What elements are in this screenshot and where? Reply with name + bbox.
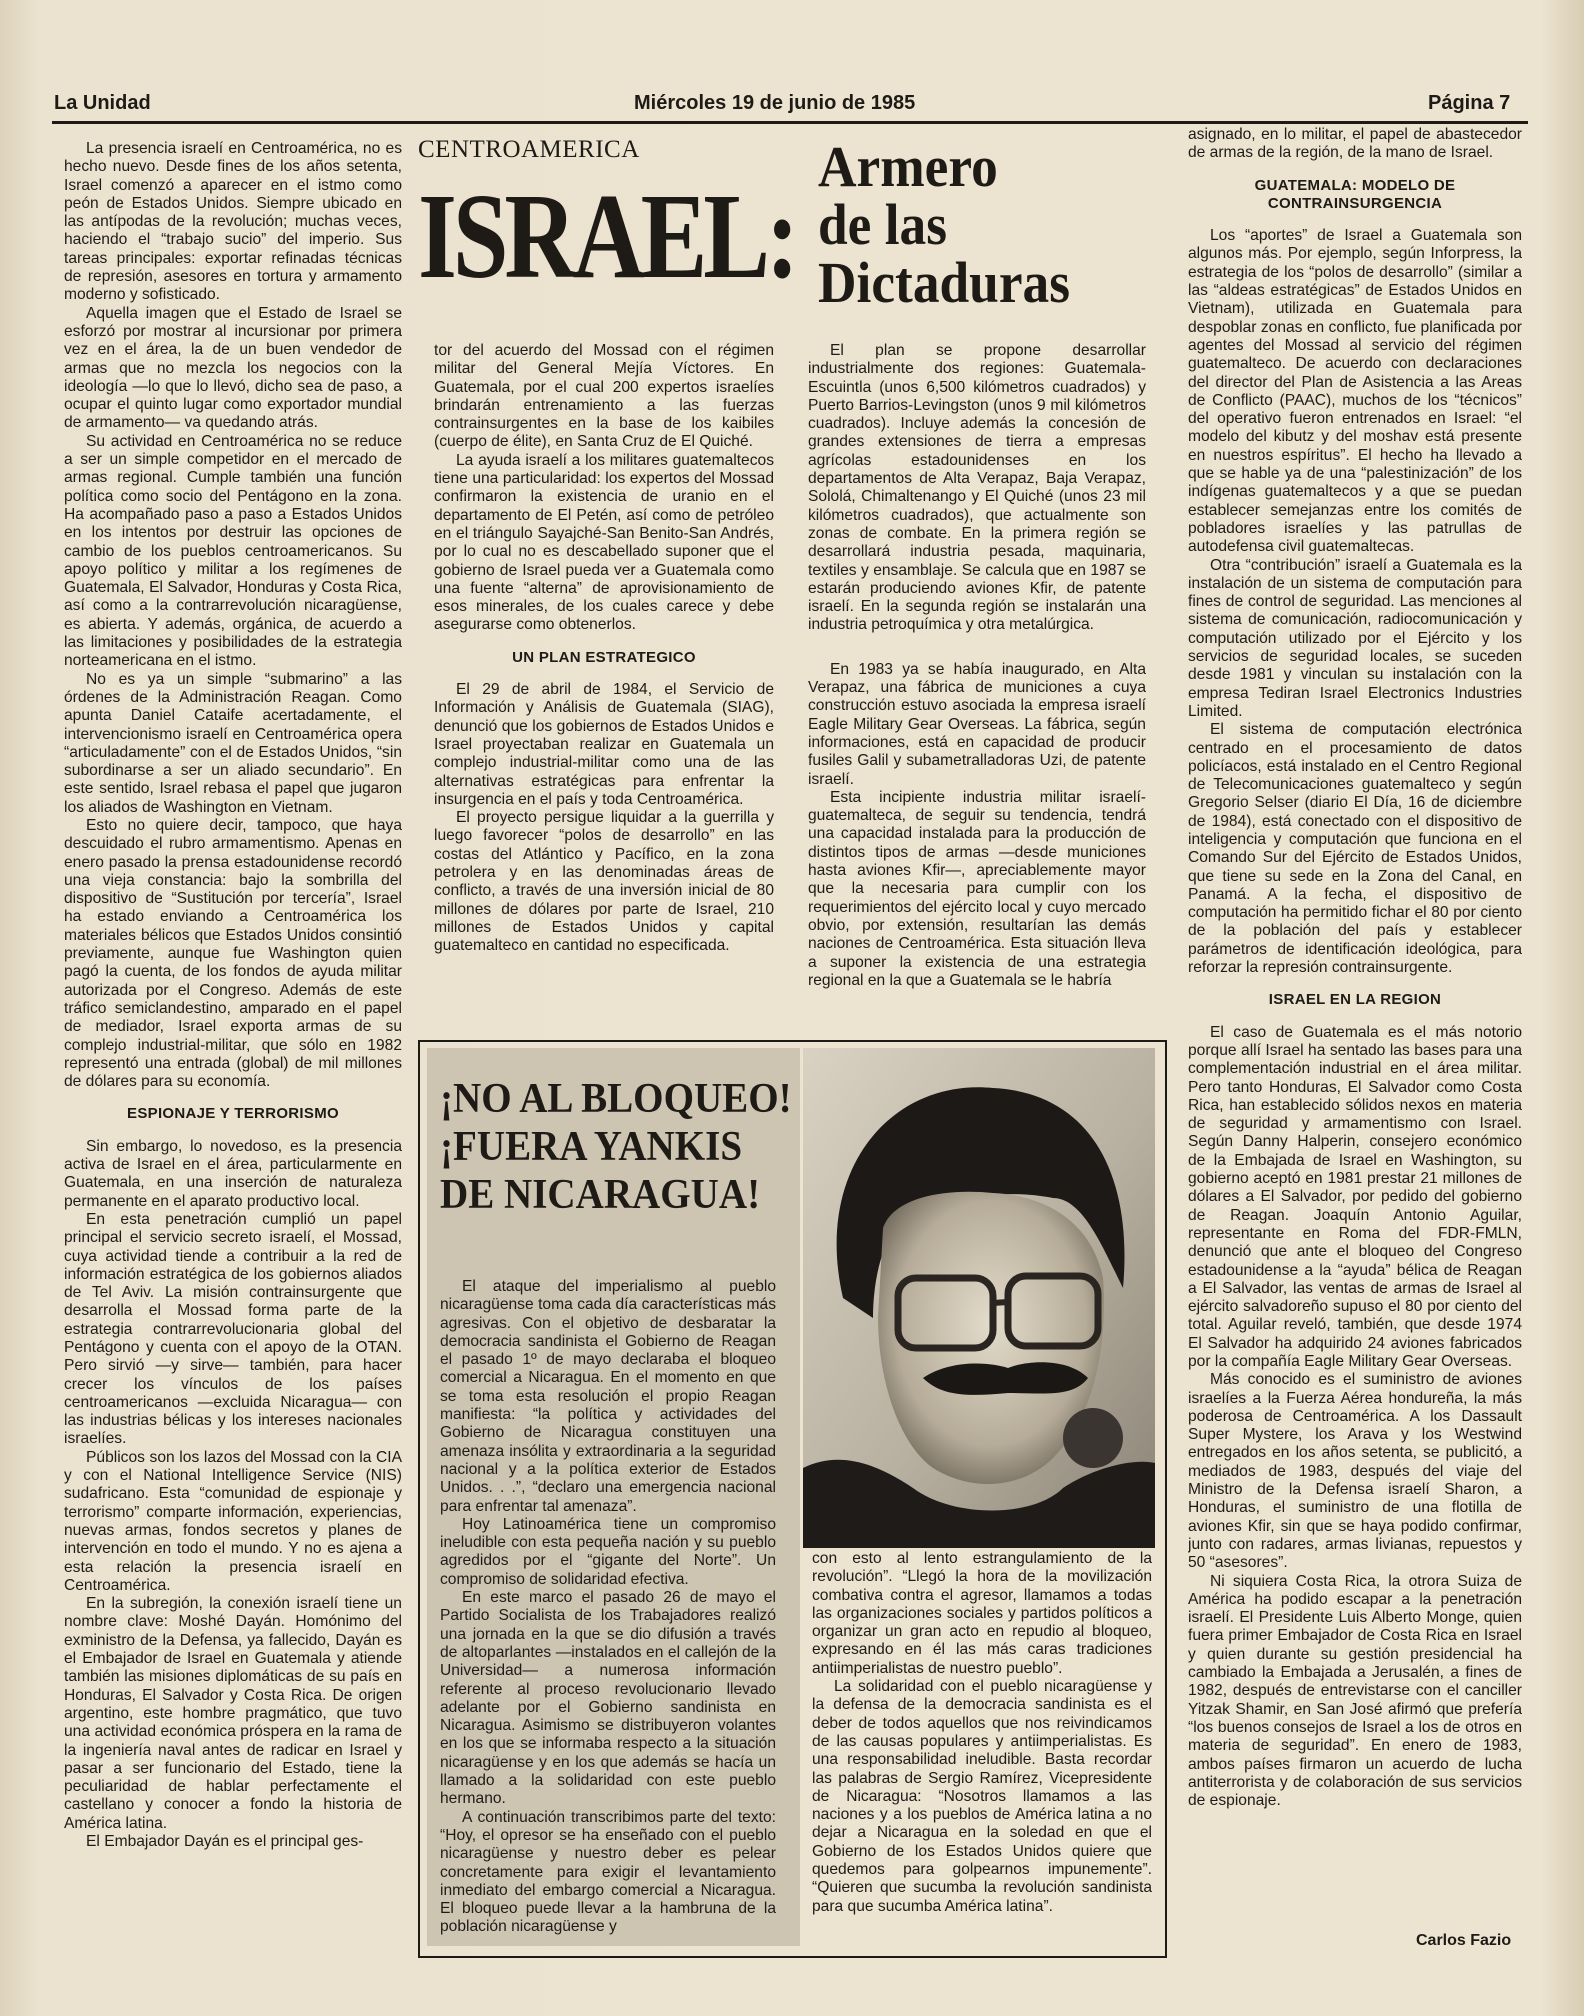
headline-main: ISRAEL:: [418, 169, 796, 304]
paragraph: El ataque del imperialismo al pueblo nicaragüense toma cada día características más agresivas. Con el objetivo de desbaratar la democracia sandinista el Gobierno de Reagan el pasado 1º de mayo declaraba el bloqueo comercial a Nicaragua. En el momento en que se toma esta resolución el propio Reagan manifiesta: “la política y actividades del Gobierno de Nicaragua constituyen una amenaza insólita y extraordinaria a la seguridad nacional y a la política exterior de Estados Unidos. . .”, “declaro una emergencia nacional para enfrentar tal amenaza”.: [440, 1278, 776, 1515]
sidebar-headline: [440, 1075, 792, 1219]
paragraph: El Embajador Dayán es el principal ges-: [86, 1833, 364, 1851]
paragraph: La ayuda israelí a los militares guatemaltecos tiene una particularidad: los expertos del Mossad confirmaron la existencia de uranio en el departamento de El Petén, así como de petróleo en el triángulo Sayajché-San Benito-San Andrés, por lo cual no es descabellado suponer que el gobierno de Israel pueda ver a Guatemala como una fuente “alterna” de aprovisionamiento de esos minerales, de los cuales carece y debe asegurarse como obtenerlos.: [434, 451, 774, 634]
sidebar-column-right: [812, 1550, 1152, 1948]
header-rule: [52, 121, 1528, 124]
paragraph: Sin embargo, lo novedoso, es la presencia activa de Israel en el área, particularmente en Guatemala, en una inserción de naturaleza permanente en el aparato productivo local.: [64, 1137, 402, 1210]
paragraph: En este marco el pasado 26 de mayo el Partido Socialista de los Trabajadores realizó una jornada en la que se dio difusión a través de altoparlantes —instalados en el callejón de la Universidad— a numerosa información referente al proceso revolucionario llevado adelante por el Gobierno sandinista en Nicaragua. Asimismo se distribuyeron volantes en los que se informaba respecto a la situación nicaragüense y en los que además se hacía un llamado a la solidaridad con este pueblo hermano.: [440, 1589, 776, 1808]
paragraph: El 29 de abril de 1984, el Servicio de Información y Análisis de Guatemala (SIAG), denunció que los gobiernos de Estados Unidos e Israel proyectaban realizar en Guatemala un complejo industrial-militar como una de las alternativas estratégicas para enfrentar la insurgencia en el país y toda Centroamérica.: [434, 681, 774, 808]
headline-sub: [818, 134, 1070, 315]
sidebar-headline-line: ¡FUERA YANKIS: [440, 1124, 743, 1170]
byline: Carlos Fazio: [1416, 1932, 1512, 1949]
paragraph: Más conocido es el suministro de aviones israelíes a la Fuerza Aérea hondureña, la más poderosa de Centroamérica. A los Dassault Super Mystere, los Arava y los Westwind entregados en los años setenta, se publicitó, a mediados de 1983, después del viaje del Ministro de la Defensa israelí Sharon, a Honduras, el suministro de una flotilla de aviones Kfir, sin que se haya podido confirmar, junto con radares, armas livianas, repuestos y 50 “asesores”.: [1188, 1371, 1522, 1572]
paragraph: Otra “contribución” israelí a Guatemala es la instalación de un sistema de computación para fines de control de seguridad. Las menciones al sistema de comunicación, radiocomunicación y computación utilizado por el Ejército y los servicios de seguridad locales, se suceden desde 1981 y vinculan su instalación con la empresa Tediran Israel Electronics Industries Limited.: [1188, 556, 1522, 720]
paragraph: El sistema de computación electrónica centrado en el procesamiento de datos policíacos, está instalado en el Centro Regional de Telecomunicaciones guatemalteco y según Gregorio Selser (diario El Día, 16 de diciembre de 1984), está conectado con el dispositivo de inteligencia y computación que funciona en el Comando Sur del Ejército de Estados Unidos, que tiene su sede en la Zona del Canal, en Panamá. A la fecha, el dispositivo de computación ha permitido fichar el 80 por ciento de la población del país y establecer parámetros de identificación ideológica, para reforzar la represión contrainsurgente.: [1188, 721, 1522, 977]
paragraph: En la subregión, la conexión israelí tiene un nombre clave: Moshé Dayán. Homónimo del exministro de la Defensa, ya fallecido, Dayán es el Embajador de Israel en Guatemala y atiende también las misiones diplomáticas de su país en Honduras, El Salvador y Costa Rica. De origen argentino, este hombre pragmático, que tuvo una actividad económica próspera en la rama de la ingeniería naval antes de radicar en Israel y pasar a ser funcionario del Estado, tiene la peculiaridad de hablar perfectamente el castellano y conocer a fondo la historia de América latina.: [64, 1595, 402, 1832]
sidebar-headline-line: DE NICARAGUA!: [440, 1172, 761, 1218]
article-column-2: [434, 342, 774, 1032]
article-column-1: [64, 140, 402, 2000]
paragraph: No es ya un simple “submarino” a las órdenes de la Administración Reagan. Como apunta Daniel Cataife acertadamente, el intervencionismo israelí en Centroamérica opera “articuladamente” con el de Estados Unidos, “sin subordinarse a ser un aliado secundario”. En este sentido, Israel rebasa el papel que jugaron los aliados de Washington en Vietnam.: [64, 670, 402, 816]
paragraph: Públicos son los lazos del Mossad con la CIA y con el National Intelligence Service (NIS) sudafricano. Esta “comunidad de espionaje y terrorismo” comparte información, experiencias, nuevas armas, fondos secretos y planes de intervención en todo el mundo. Y no es ajena a esta relación la presencia israelí en Centroamérica.: [64, 1448, 402, 1594]
paragraph: Esto no quiere decir, tampoco, que haya descuidado el rubro armamentismo. Apenas en enero pasado la prensa estadounidense recordó una vieja constancia: bajo la sombrilla del dispositivo de “Sustitución por tercería”, Israel ha estado enviando a Centroamérica los materiales bélicos que Estados Unidos consintió previamente, aunque fue Washington quien pagó la cuenta, de los fondos de ayuda militar autorizada por el Congreso. Además de este tráfico semiclandestino, amparado en el papel de mediador, Israel exporta armas de su complejo industrial-militar, que sólo en 1982 representó una entrada (global) de mil millones de dólares para su economía.: [64, 816, 402, 1091]
paragraph: Esta incipiente industria militar israelí-guatemalteca, de seguir su tendencia, tendrá una capacidad instalada para la producción de distintos tipos de armas —desde municiones hasta aviones Kfir—, apreciablemente mayor que la necesaria para cumplir con los requerimientos del ejército local y cuyo mercado obvio, por extensión, resultarían las demás naciones de Centroamérica. Esta situación lleva a suponer la existencia de una estrategia regional en la que a Guatemala se le habría: [808, 788, 1146, 989]
paragraph: La solidaridad con el pueblo nicaragüense y la defensa de la democracia sandinista es el deber de todos aquellos que nos reivindicamos de las causas populares y antiimperialistas. Es una responsabilidad ineludible. Basta recordar las palabras de Sergio Ramírez, Vicepresidente de Nicaragua: “Nosotros llamamos a las naciones y a los pueblos de América latina a no dejar a Nicaragua en la soledad en que el Gobierno de los Estados Unidos quiere que quedemos para golpearnos impunemente”. “Quieren que sucumba la revolución sandinista para que sucumba América latina”.: [812, 1678, 1152, 1915]
masthead-page-number: Página 7: [1428, 92, 1511, 114]
headline-sub-line: de las: [818, 192, 947, 257]
headline-sub-line: Dictaduras: [818, 250, 1070, 315]
article-column-3: [808, 342, 1146, 1032]
paragraph: En 1983 ya se había inaugurado, en Alta Verapaz, una fábrica de municiones a cuya construcción estuvo asociada la empresa israelí Eagle Military Gear Overseas. La fábrica, según informaciones, está en capacidad de producir fusiles Galil y subametralladoras Uzi, de patente israelí.: [808, 660, 1146, 788]
paragraph: Aquella imagen que el Estado de Israel se esforzó por mostrar al incursionar por primera vez en el área, la de un buen vendedor de armas que no mezcla los negocios con la ideología —lo que lo llevó, dicho sea de paso, a ocupar el quinto lugar como exportador mundial de armamento— va quedando atrás.: [64, 304, 402, 432]
portrait-photo-art: [803, 1048, 1155, 1548]
sidebar-headline-line: ¡NO AL BLOQUEO!: [440, 1076, 792, 1122]
headline-sub-line: Armero: [818, 134, 998, 199]
paragraph: La presencia israelí en Centroamérica, no es hecho nuevo. Desde fines de los años setenta, Israel comenzó a aparecer en el istmo como peón de Estados Unidos. Siempre ubicado en las antípodas de la revolución; muchas veces, haciendo el “trabajo sucio” del imperio. Sus tareas principales: exportar refinadas técnicas de represión, asesores en tortura y armamento moderno y sofisticado.: [64, 140, 402, 304]
section-heading: ISRAEL EN LA REGION: [1268, 991, 1442, 1009]
paragraph: Ni siquiera Costa Rica, la otrora Suiza de América ha podido escapar a la penetración israelí. El Presidente Luis Alberto Monge, quien fuera primer Embajador de Costa Rica en Israel y quien durante su gestión presidencial ha cambiado la Embajada a Jerusalén, a fines de 1982, después de entrevistarse con el canciller Yitzak Shamir, en San José afirmó que prefería “los buenos consejos de Israel a los de otros en materia de seguridad”. En enero de 1983, ambos países firmaron un acuerdo de lucha antiterrorista y de colaboración de sus servicios de espionaje.: [1188, 1572, 1522, 1810]
paragraph: tor del acuerdo del Mossad con el régimen militar del General Mejía Víctores. En Guatemala, por el cual 200 expertos israelíes brindarán entrenamiento a las fuerzas contrainsurgentes en la base de los kaibiles (cuerpo de élite), en Santa Cruz de El Quiché.: [434, 342, 774, 451]
section-kicker: CENTROAMERICA: [418, 136, 640, 163]
article-column-4: [1188, 126, 1522, 1926]
paragraph: El proyecto persigue liquidar a la guerrilla y luego favorecer “polos de desarrollo” en las costas del Atlántico y Pacífico, en la zona petrolera y en las denominadas áreas de conflicto, a través de una inversión inicial de 80 millones de dólares por parte de Israel, 210 millones de Estados Unidos y capital guatemalteco en cantidad no especificada.: [434, 809, 774, 955]
paragraph: En esta penetración cumplió un papel principal el servicio secreto israelí, el Mossad, cuya actividad tiende a contribuir a la red de información estratégica de los gobiernos aliados de Tel Aviv. La misión contrainsurgente que desarrolla el Mossad forma parte de la estrategia contrarrevolucionaria global del Pentágono y cuenta con el apoyo de la OTAN. Pero sirvió —y sirve— también, para hacer crecer los vínculos de los países centroamericanos —excluida Nicaragua— con las industrias bélicas y los intereses nacionales israelíes.: [64, 1210, 402, 1448]
paragraph: Los “aportes” de Israel a Guatemala son algunos más. Por ejemplo, según Inforpress, la estrategia de los “polos de desarrollo” (similar a las “aldeas estratégicas” de Estados Unidos en Vietnam), utilizada en Guatemala para despoblar zonas en conflicto, fue planificada por agentes del Mossad al servicio del régimen guatemalteco. De acuerdo con declaraciones del director del Plan de Asistencia a las Areas de Conflicto (PAAC), muchos de los “técnicos” del operativo fueron entrenados en Israel: “el modelo del kibutz y del moshav está presente en nuestros espíritus”. El hecho ha llevado a que se hable ya de una “palestinización” de los indígenas guatemaltecos y a que se puedan establecer semejanzas entre los comités de pobladores israelíes y las patrullas de autodefensa civil guatemaltecas.: [1188, 227, 1522, 556]
paragraph: A continuación transcribimos parte del texto: “Hoy, el opresor se ha enseñado con el pueblo nicaragüense y nuestro deber es pelear concretamente para exigir el levantamiento inmediato del embargo comercial a Nicaragua. El bloqueo puede llevar a la hambruna de la población nicaragüense y: [440, 1808, 776, 1936]
paragraph: Hoy Latinoamérica tiene un compromiso ineludible con esta pequeña nación y su pueblo agredidos por el “gigante del Norte”. Un compromiso de solidaridad efectiva.: [440, 1515, 776, 1588]
section-heading: UN PLAN ESTRATEGICO: [512, 648, 696, 666]
sidebar-column-left: [440, 1278, 776, 1944]
paragraph: asignado, en lo militar, el papel de abastecedor de armas de la región, de la mano de Israel.: [1188, 126, 1522, 162]
paragraph: El caso de Guatemala es el más notorio porque allí Israel ha sentado las bases para una complementación industrial en el área militar. Pero tanto Honduras, El Salvador como Costa Rica, han establecido sólidos nexos en materia de seguridad y armamentismo con Israel. Según Danny Halperin, consejero económico de la Embajada de Israel en Washington, su gobierno aceptó en 1981 prestar 21 millones de dólares a El Salvador, por pedido del gobierno de Reagan. Joaquín Antonio Aguilar, representante en Roma del FDR-FMLN, denunció que ante el bloqueo del Congreso estadounidense a la “ayuda” bélica de Reagan a El Salvador, las ventas de armas de Israel al ejército salvadoreño supuso el 80 por ciento del total. Aguilar reveló, también, que desde 1974 El Salvador ha adquirido 24 aviones fabricados por la compañía Eagle Military Gear Overseas.: [1188, 1023, 1522, 1370]
paragraph: con esto al lento estrangulamiento de la revolución”. “Llegó la hora de la movilización combativa contra el agresor, llamamos a todas las organizaciones sociales y partidos políticos a organizar un gran acto en repudio al bloqueo, expresando en él las más caras tradiciones antiimperialistas de nuestro pueblo”.: [812, 1550, 1152, 1677]
masthead-date: Miércoles 19 de junio de 1985: [634, 92, 916, 114]
section-heading: GUATEMALA: MODELO DE CONTRAINSURGENCIA: [1254, 176, 1456, 212]
portrait-photo: [803, 1048, 1155, 1548]
paragraph: Su actividad en Centroamérica no se reduce a ser un simple competidor en el mercado de armas regional. Cumple también una función política como socio del Pentágono en la zona. Ha acompañado paso a paso a Estados Unidos en los intentos por destruir las opciones de cambio de los pueblos centroamericanos. Su apoyo político y militar a los regímenes de Guatemala, El Salvador, Honduras y Costa Rica, así como a la contrarrevolución nicaragüense, es abierta. Y además, orgánica, de acuerdo a las limitaciones y posibilidades de la estrategia norteamericana en el istmo.: [64, 432, 402, 670]
masthead-paper-name: La Unidad: [54, 92, 151, 114]
paragraph: El plan se propone desarrollar industrialmente dos regiones: Guatemala-Escuintla (unos 6,500 kilómetros cuadrados) y Puerto Barrios-Levingston (unos 9 mil kilómetros cuadrados). Incluye además la concesión de grandes extensiones de tierra a empresas agrícolas estadounidenses en los departamentos de Alta Verapaz, Baja Verapaz, Sololá, Chimaltenango y El Quiché (unos 23 mil kilómetros cuadrados), que actualmente son zonas de combate. En la primera región se desarrollará industria pesada, maquinaria, textiles y ensamblaje. Se calcula que en 1987 se estarán produciendo aviones Kfir, de patente israelí. En la segunda región se instalarán una industria petroquímica y otra metalúrgica.: [808, 342, 1146, 634]
section-heading: ESPIONAJE Y TERRORISMO: [127, 1105, 339, 1123]
